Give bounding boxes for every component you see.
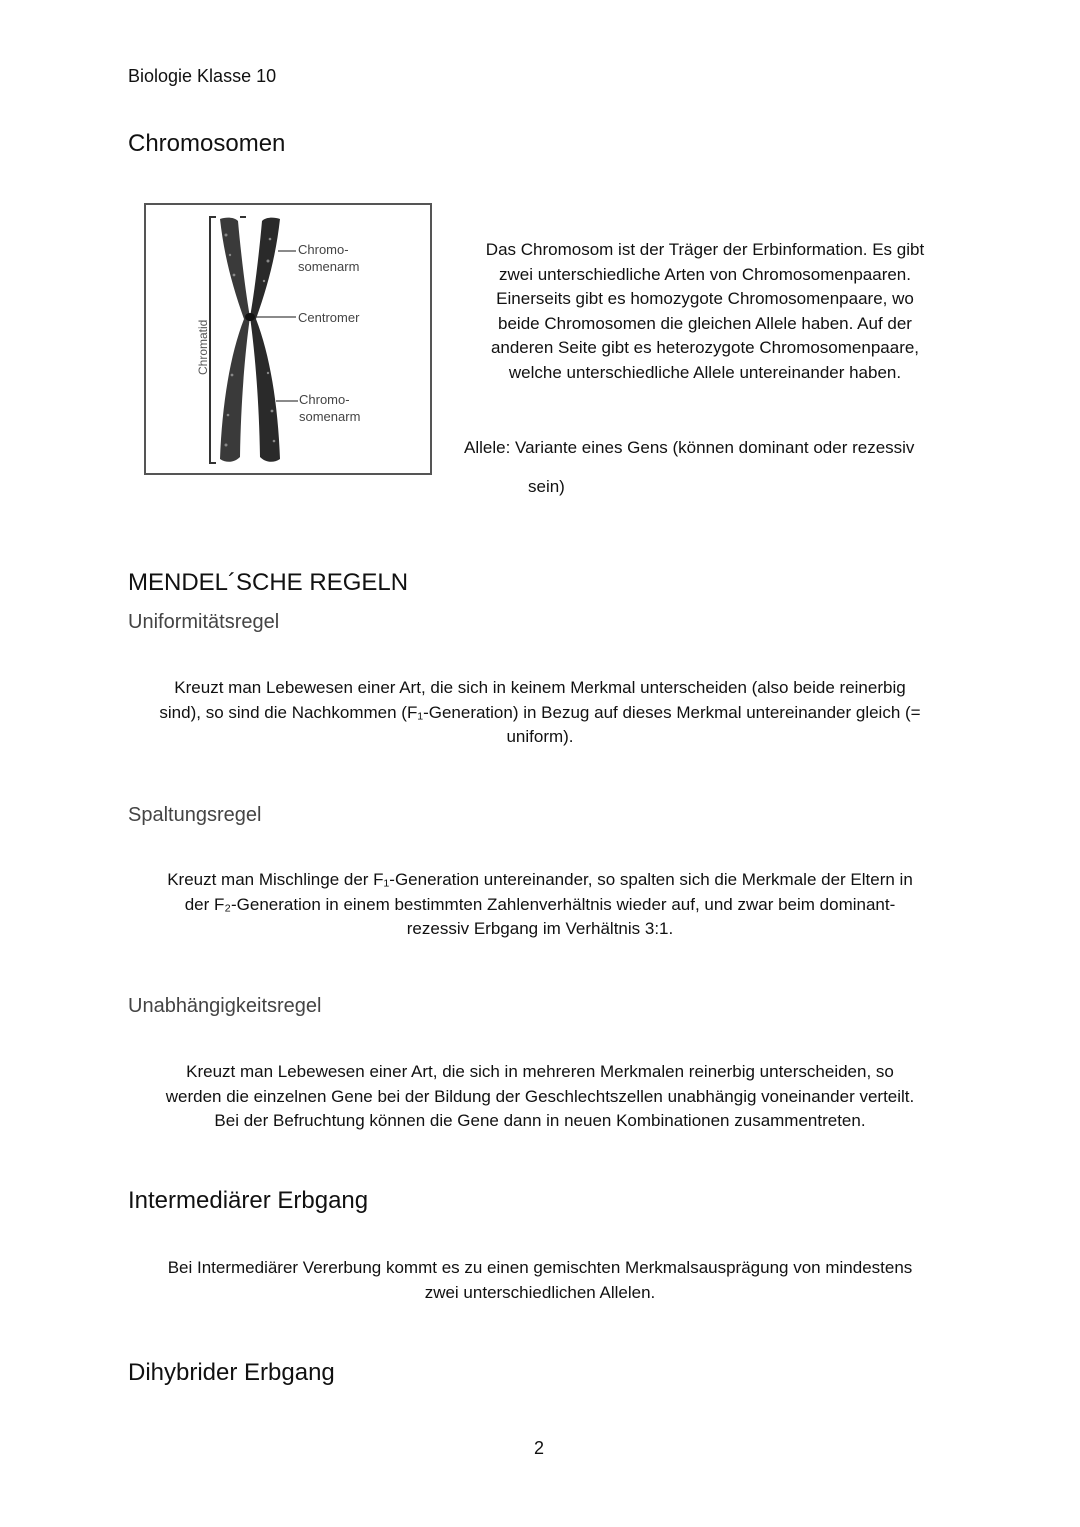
page-number: 2 bbox=[534, 1438, 545, 1458]
text-line: zwei unterschiedlichen Allelen. bbox=[424, 1282, 656, 1302]
text-line: Kreuzt man Lebewesen einer Art, die sich in mehreren Merkmalen reinerbig unterscheiden, so bbox=[186, 1062, 894, 1081]
allele-definition-cont: sein) bbox=[528, 477, 565, 496]
subtitle-uniformitaetsregel: Uniformitätsregel bbox=[128, 611, 280, 633]
chromosome-illustration bbox=[146, 205, 430, 473]
intermediaer-text bbox=[120, 1256, 960, 1305]
text-line: Einerseits gibt es homozygote Chromosomenpaare, wo bbox=[496, 289, 914, 308]
text-line: Bei Intermediärer Vererbung kommt es zu einen gemischten Merkmalsausprägung von mindestens bbox=[167, 1258, 913, 1277]
text-line: Kreuzt man Mischlinge der F₁-Generation untereinander, so spalten sich die Merkmale der Eltern in bbox=[167, 870, 913, 889]
label-centromer: Centromer bbox=[298, 310, 360, 325]
text-line: anderen Seite gibt es heterozygote Chromosomenpaare, bbox=[490, 338, 920, 357]
text-line: Bei der Befruchtung können die Gene dann in neuen Kombinationen zusammentreten. bbox=[214, 1111, 866, 1130]
text-line: zwei unterschiedliche Arten von Chromosomenpaaren. bbox=[498, 264, 911, 284]
text-line: uniform). bbox=[506, 727, 574, 746]
subtitle-spaltungsregel: Spaltungsregel bbox=[128, 804, 262, 826]
section-title-mendel: MENDEL´SCHE REGELN bbox=[128, 569, 409, 596]
section-title-intermediaer: Intermediärer Erbgang bbox=[128, 1187, 369, 1214]
text-line: sind), so sind die Nachkommen (F₁-Generation) in Bezug auf dieses Merkmal untereinander gleich (= bbox=[159, 702, 921, 722]
text-line: Das Chromosom ist der Träger der Erbinformation. Es gibt bbox=[485, 240, 925, 259]
uniformitaetsregel-text bbox=[120, 676, 960, 750]
spaltungsregel-text bbox=[120, 868, 960, 942]
text-line: beide Chromosomen die gleichen Allele haben. Auf der bbox=[498, 313, 912, 333]
section-title-chromosomen: Chromosomen bbox=[128, 130, 286, 157]
unabhaengigkeitsregel-text bbox=[120, 1060, 960, 1134]
label-chromosomenarm-top: Chromo- somenarm bbox=[298, 242, 360, 274]
label-chromosomenarm-bottom: Chromo- somenarm bbox=[299, 392, 361, 424]
text-line: werden die einzelnen Gene bei der Bildung der Geschlechtszellen unabhängig voneinander verteilt. bbox=[165, 1086, 915, 1106]
document-header: Biologie Klasse 10 bbox=[128, 66, 277, 86]
chromosom-description bbox=[460, 238, 950, 385]
allele-definition: Allele: Variante eines Gens (können dominant oder rezessiv bbox=[464, 438, 915, 457]
chromosome-figure bbox=[144, 203, 432, 475]
section-title-dihybrid: Dihybrider Erbgang bbox=[128, 1359, 335, 1386]
subtitle-unabhaengigkeitsregel: Unabhängigkeitsregel bbox=[128, 995, 322, 1017]
text-line: Kreuzt man Lebewesen einer Art, die sich in keinem Merkmal unterscheiden (also beide reinerbig bbox=[174, 678, 906, 697]
text-line: rezessiv Erbgang im Verhältnis 3:1. bbox=[406, 919, 674, 938]
text-line: der F₂-Generation in einem bestimmten Zahlenverhältnis wieder auf, und zwar beim dominant- bbox=[184, 894, 896, 914]
label-chromatid: Chromatid bbox=[196, 319, 210, 375]
text-line: welche unterschiedliche Allele untereinander haben. bbox=[508, 362, 902, 382]
